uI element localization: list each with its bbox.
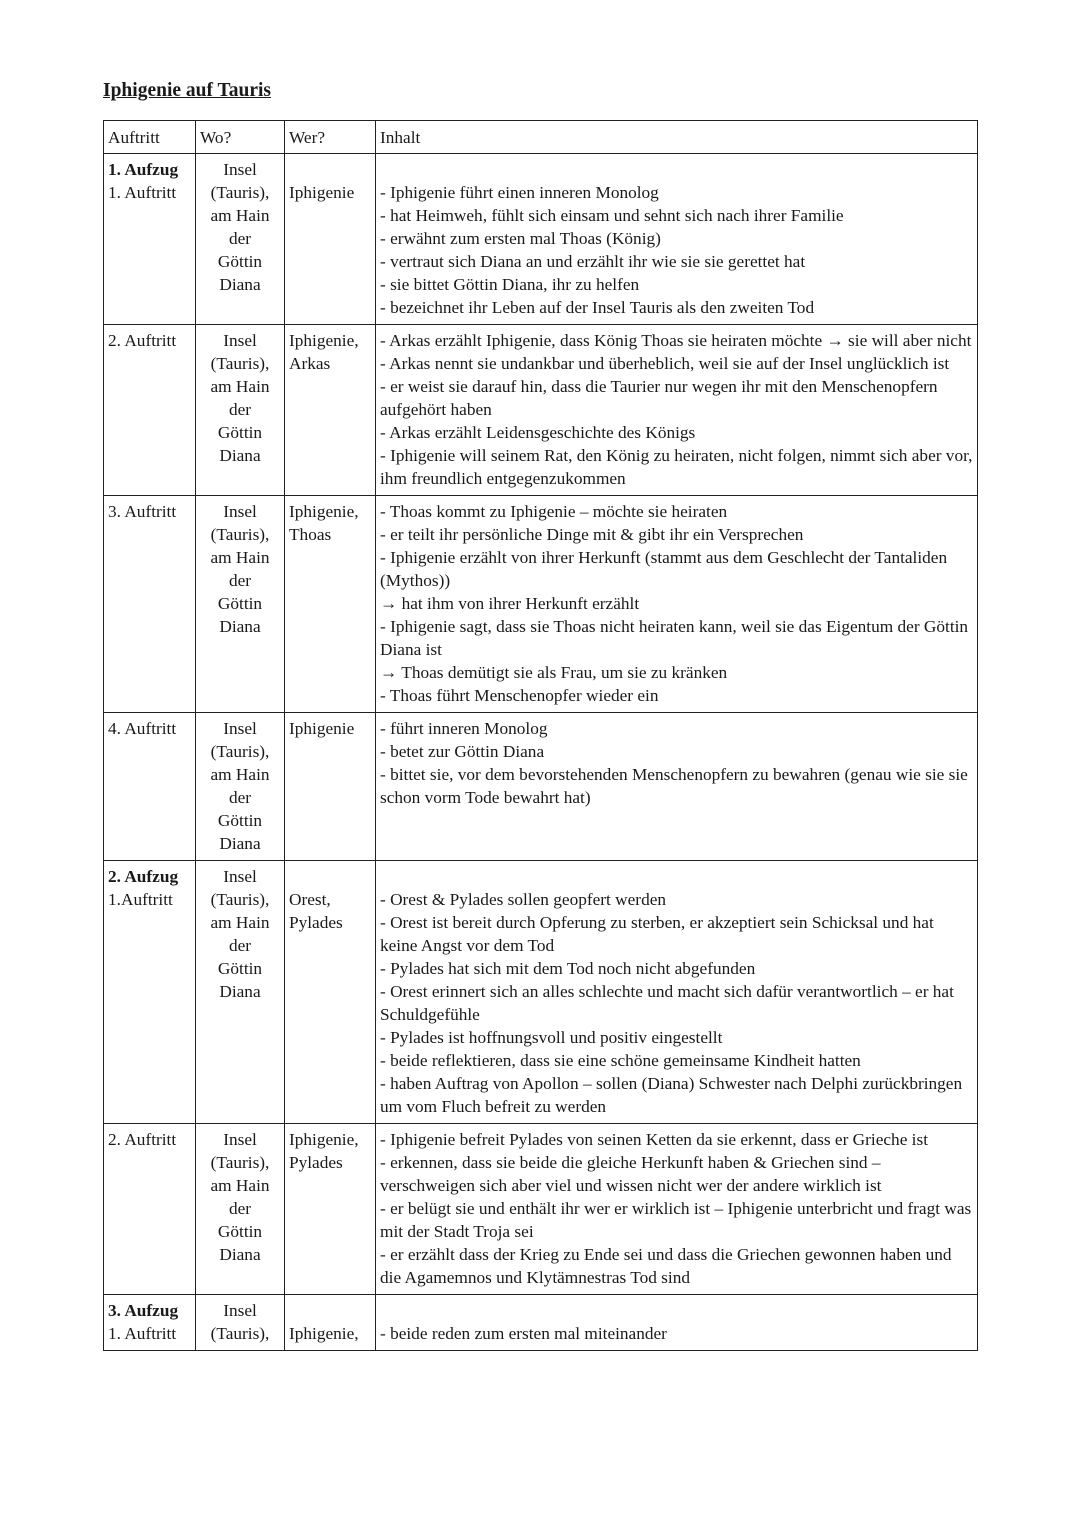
location-line: Diana	[219, 982, 261, 1001]
cell-auftritt	[104, 1124, 196, 1295]
character-name: Pylades	[289, 1153, 343, 1172]
cell-inhalt	[376, 325, 978, 496]
content-line: - Iphigenie will seinem Rat, den König zu heiraten, nicht folgen, nimmt sich aber vor, ihm freundlich entgegenzukommen	[380, 446, 973, 488]
location-line: (Tauris),	[210, 183, 270, 202]
location-line: Diana	[219, 275, 261, 294]
location-line: der	[228, 400, 252, 419]
location-line: Göttin	[217, 594, 263, 613]
content-line: - bezeichnet ihr Leben auf der Insel Tauris als den zweiten Tod	[380, 298, 815, 317]
character-name: Iphigenie,	[289, 502, 359, 521]
document-title: Iphigenie auf Tauris	[103, 80, 271, 101]
content-line: - hat Heimweh, fühlt sich einsam und sehnt sich nach ihrer Familie	[380, 206, 844, 225]
location-line: (Tauris),	[210, 354, 270, 373]
cell-wo	[196, 1124, 285, 1295]
auftritt-label: 4. Auftritt	[108, 719, 177, 738]
cell-wo	[196, 861, 285, 1124]
character-name: Iphigenie,	[289, 1130, 359, 1149]
content-line: → Thoas demütigt sie als Frau, um sie zu kränken	[380, 663, 728, 682]
content-line: - erkennen, dass sie beide die gleiche Herkunft haben & Griechen sind – verschweigen sich aber viel und wissen nicht wer der andere wirklich ist	[380, 1153, 882, 1195]
location-line: Diana	[219, 446, 261, 465]
cell-wo	[196, 325, 285, 496]
content-line: - Pylades ist hoffnungsvoll und positiv eingestellt	[380, 1028, 723, 1047]
content-line: - beide reflektieren, dass sie eine schöne gemeinsame Kindheit hatten	[380, 1051, 861, 1070]
header-wer: Wer?	[285, 121, 376, 154]
location-line: (Tauris),	[210, 1153, 270, 1172]
location-line: Insel	[223, 160, 257, 179]
cell-auftritt	[104, 325, 196, 496]
content-line: - Iphigenie befreit Pylades von seinen Ketten da sie erkennt, dass er Grieche ist	[380, 1130, 929, 1149]
content-line: - vertraut sich Diana an und erzählt ihr wie sie sie gerettet hat	[380, 252, 806, 271]
table-row	[104, 1124, 978, 1295]
location-line: Diana	[219, 617, 261, 636]
auftritt-label: 1. Auftritt	[108, 183, 177, 202]
cell-wo	[196, 713, 285, 861]
content-line: - Arkas nennt sie undankbar und überheblich, weil sie auf der Insel unglücklich ist	[380, 354, 950, 373]
location-line: am Hain	[210, 548, 270, 567]
cell-wo	[196, 1295, 285, 1351]
header-wo: Wo?	[196, 121, 285, 154]
cell-inhalt	[376, 861, 978, 1124]
cell-wer	[285, 713, 376, 861]
content-line: - Arkas erzählt Iphigenie, dass König Thoas sie heiraten möchte → sie will aber nicht	[380, 331, 972, 350]
location-line: der	[228, 788, 252, 807]
scene-table	[103, 120, 978, 1351]
content-line: - Iphigenie führt einen inneren Monolog	[380, 183, 659, 202]
location-line: Insel	[223, 867, 257, 886]
cell-auftritt	[104, 496, 196, 713]
content-line: - Arkas erzählt Leidensgeschichte des Königs	[380, 423, 696, 442]
aufzug-label: 2. Aufzug	[108, 867, 179, 886]
location-line: der	[228, 936, 252, 955]
content-line: - Iphigenie erzählt von ihrer Herkunft (stammt aus dem Geschlecht der Tantaliden (Mythos))	[380, 548, 948, 590]
cell-auftritt	[104, 861, 196, 1124]
content-line: - Orest erinnert sich an alles schlechte und macht sich dafür verantwortlich – er hat Schuldgefühle	[380, 982, 954, 1024]
character-name: Iphigenie	[289, 183, 355, 202]
auftritt-label: 1. Auftritt	[108, 1324, 177, 1343]
location-line: Insel	[223, 1130, 257, 1149]
location-line: (Tauris),	[210, 890, 270, 909]
content-line: - Iphigenie sagt, dass sie Thoas nicht heiraten kann, weil sie das Eigentum der Göttin Diana ist	[380, 617, 969, 659]
content-line: - beide reden zum ersten mal miteinander	[380, 1324, 667, 1343]
content-line: → hat ihm von ihrer Herkunft erzählt	[380, 594, 640, 613]
location-line: der	[228, 229, 252, 248]
table-body	[104, 154, 978, 1351]
cell-inhalt	[376, 496, 978, 713]
location-line: am Hain	[210, 206, 270, 225]
header-inhalt: Inhalt	[376, 121, 978, 154]
auftritt-label: 2. Auftritt	[108, 1130, 177, 1149]
aufzug-label: 3. Aufzug	[108, 1301, 179, 1320]
content-line: - betet zur Göttin Diana	[380, 742, 545, 761]
location-line: (Tauris),	[210, 742, 270, 761]
content-line: - er erzählt dass der Krieg zu Ende sei und dass die Griechen gewonnen haben und die Agamemnos und Klytämnestras Tod sind	[380, 1245, 952, 1287]
location-line: Diana	[219, 834, 261, 853]
character-name: Iphigenie,	[289, 1324, 359, 1343]
location-line: Diana	[219, 1245, 261, 1264]
content-line: - er weist sie darauf hin, dass die Taurier nur wegen ihr mit den Menschenopfern aufgehört haben	[380, 377, 938, 419]
content-line: - er belügt sie und enthält ihr wer er wirklich ist – Iphigenie unterbricht und fragt was mit der Stadt Troja sei	[380, 1199, 972, 1241]
location-line: am Hain	[210, 1176, 270, 1195]
cell-inhalt	[376, 1295, 978, 1351]
location-line: Insel	[223, 502, 257, 521]
character-name: Pylades	[289, 913, 343, 932]
location-line: Göttin	[217, 811, 263, 830]
location-line: am Hain	[210, 765, 270, 784]
cell-auftritt	[104, 1295, 196, 1351]
table-row	[104, 861, 978, 1124]
content-line: - Orest & Pylades sollen geopfert werden	[380, 890, 667, 909]
auftritt-label: 1.Auftritt	[108, 890, 173, 909]
character-name: Arkas	[289, 354, 331, 373]
auftritt-label: 2. Auftritt	[108, 331, 177, 350]
cell-wer	[285, 1295, 376, 1351]
cell-inhalt	[376, 713, 978, 861]
auftritt-label: 3. Auftritt	[108, 502, 177, 521]
content-line: - Thoas kommt zu Iphigenie – möchte sie heiraten	[380, 502, 728, 521]
document-page	[103, 78, 977, 1351]
content-line: - Orest ist bereit durch Opferung zu sterben, er akzeptiert sein Schicksal und hat keine Angst vor dem Tod	[380, 913, 934, 955]
content-line: - bittet sie, vor dem bevorstehenden Menschenopfern zu bewahren (genau wie sie sie schon vorm Tode bewahrt hat)	[380, 765, 968, 807]
location-line: Insel	[223, 1301, 257, 1320]
cell-wo	[196, 496, 285, 713]
aufzug-label: 1. Aufzug	[108, 160, 179, 179]
content-line: - Pylades hat sich mit dem Tod noch nicht abgefunden	[380, 959, 756, 978]
location-line: Göttin	[217, 423, 263, 442]
location-line: (Tauris),	[210, 1324, 270, 1343]
character-name: Thoas	[289, 525, 332, 544]
location-line: Göttin	[217, 1222, 263, 1241]
content-line: - haben Auftrag von Apollon – sollen (Diana) Schwester nach Delphi zurückbringen um vom Fluch befreit zu werden	[380, 1074, 963, 1116]
table-header-row	[104, 121, 978, 154]
content-line: - Thoas führt Menschenopfer wieder ein	[380, 686, 659, 705]
header-auftritt: Auftritt	[104, 121, 196, 154]
character-name: Iphigenie	[289, 719, 355, 738]
cell-wer	[285, 861, 376, 1124]
location-line: Göttin	[217, 252, 263, 271]
location-line: am Hain	[210, 913, 270, 932]
cell-wer	[285, 154, 376, 325]
cell-auftritt	[104, 713, 196, 861]
cell-inhalt	[376, 1124, 978, 1295]
table-row	[104, 713, 978, 861]
content-line: - erwähnt zum ersten mal Thoas (König)	[380, 229, 661, 248]
location-line: Insel	[223, 719, 257, 738]
cell-auftritt	[104, 154, 196, 325]
location-line: (Tauris),	[210, 525, 270, 544]
table-row	[104, 325, 978, 496]
cell-wer	[285, 1124, 376, 1295]
character-name: Orest,	[289, 890, 331, 909]
cell-wer	[285, 325, 376, 496]
content-line: - er teilt ihr persönliche Dinge mit & gibt ihr ein Versprechen	[380, 525, 804, 544]
location-line: Insel	[223, 331, 257, 350]
table-row	[104, 496, 978, 713]
cell-wer	[285, 496, 376, 713]
content-line: - führt inneren Monolog	[380, 719, 548, 738]
location-line: der	[228, 571, 252, 590]
location-line: der	[228, 1199, 252, 1218]
content-line: - sie bittet Göttin Diana, ihr zu helfen	[380, 275, 640, 294]
location-line: am Hain	[210, 377, 270, 396]
cell-inhalt	[376, 154, 978, 325]
character-name: Iphigenie,	[289, 331, 359, 350]
location-line: Göttin	[217, 959, 263, 978]
cell-wo	[196, 154, 285, 325]
table-row	[104, 1295, 978, 1351]
table-row	[104, 154, 978, 325]
